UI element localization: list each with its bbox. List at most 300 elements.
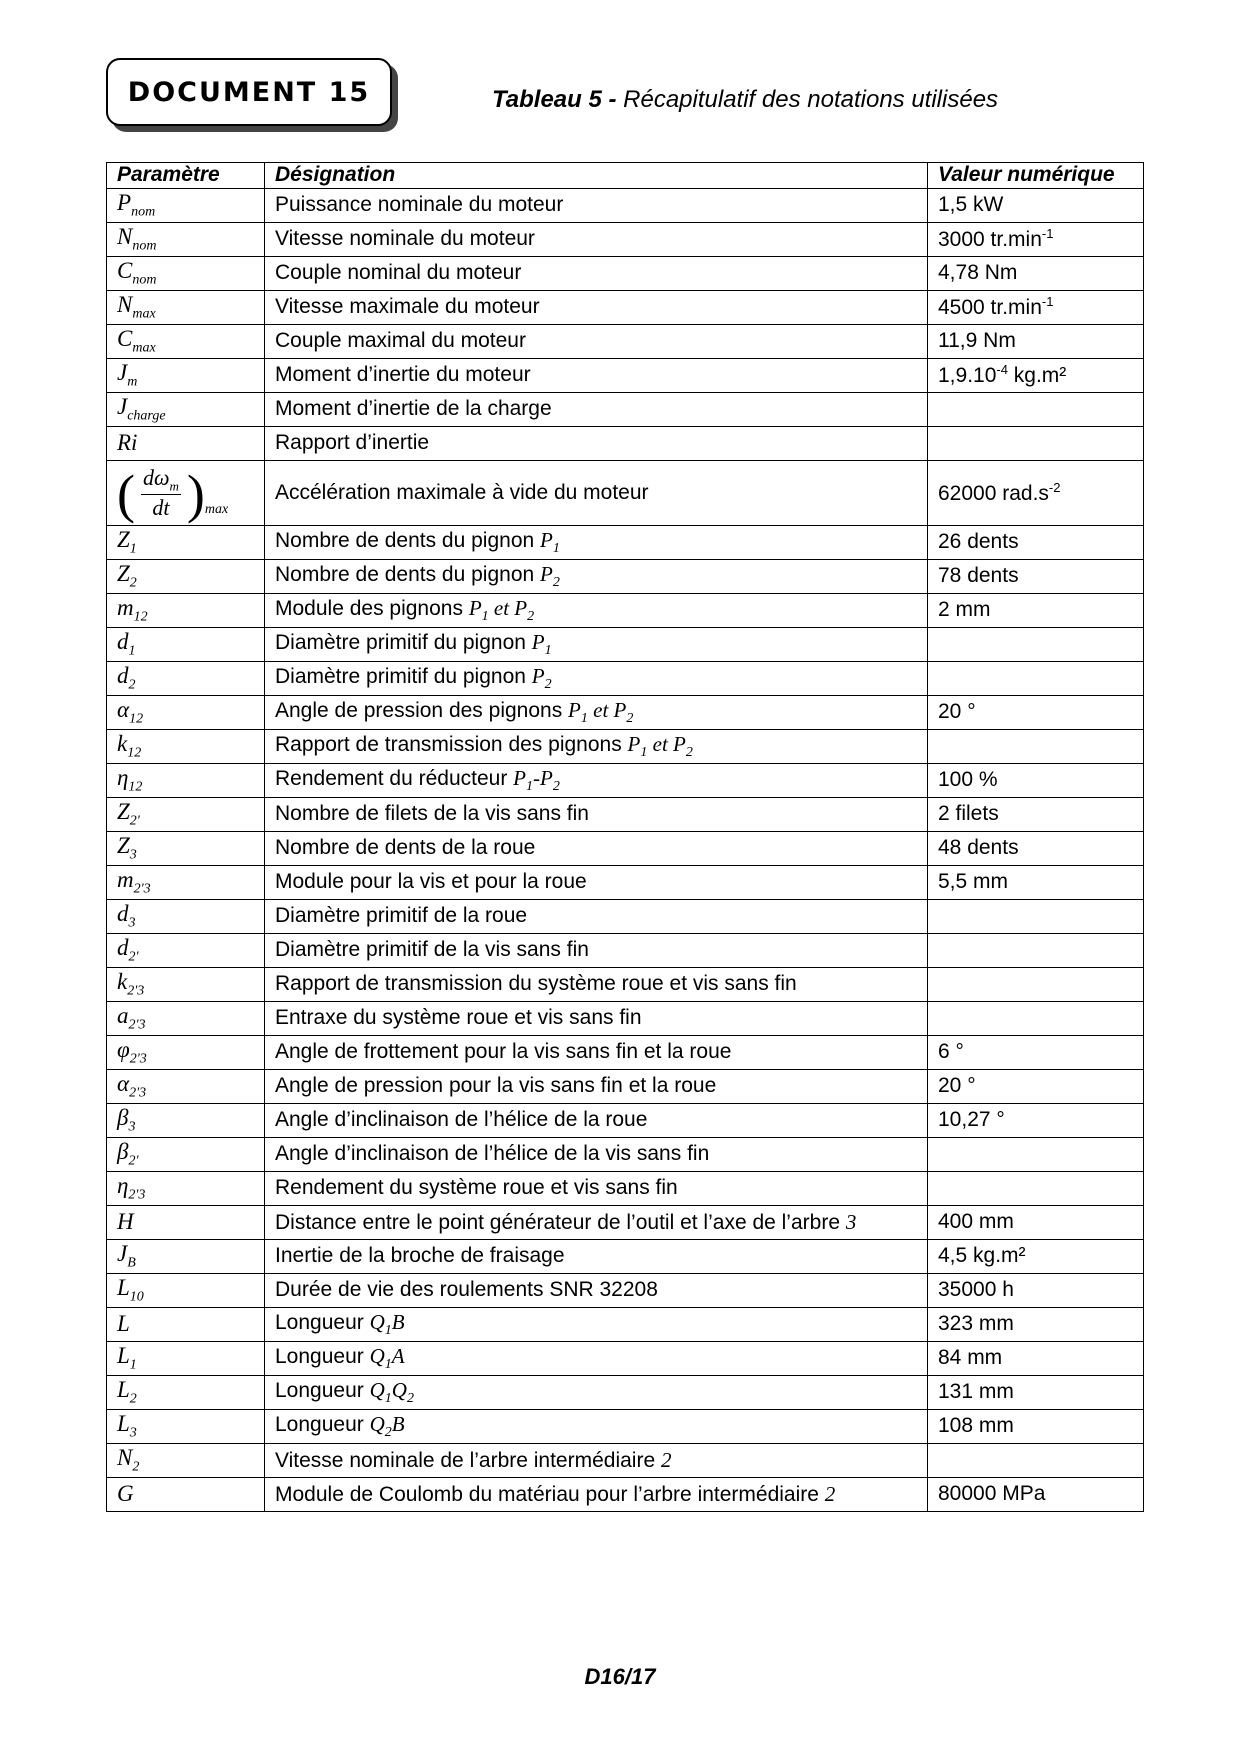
designation-cell [265,1240,928,1274]
value-cell [928,696,1144,730]
parameter-cell [107,1376,265,1410]
table-row [107,1104,1144,1138]
table-row [107,866,1144,900]
value-text: 10,27 ° [938,1108,1005,1132]
math-var: P [568,697,581,722]
designation-text: Nombre de dents du pignon [275,562,535,586]
math-var-2: A [391,1343,405,1368]
value-cell [928,1172,1144,1206]
inline-math [369,1343,405,1372]
designation-cell [265,223,928,257]
designation-text: Rapport de transmission du système roue et vis sans fin [275,972,797,996]
symbol-subscript: max [132,340,156,356]
math-subscript-2: 2 [527,608,535,624]
table-row [107,1172,1144,1206]
table-row [107,764,1144,798]
math-subscript: 1 [384,1322,392,1338]
symbol-letter: β [117,1104,129,1130]
value-cell [928,1342,1144,1376]
parameter-cell [107,257,265,291]
value-unit: kg.m² [1007,364,1067,388]
symbol-subscript: 2 [128,677,136,693]
table-row [107,1478,1144,1512]
math-subscript: 1 [580,710,588,726]
designation-cell [265,696,928,730]
designation-cell [265,594,928,628]
symbol-subscript: 2 [132,1459,140,1475]
parameter-cell [107,223,265,257]
math-var: P [627,731,641,756]
value-text: 131 mm [938,1380,1014,1404]
value-text: 4500 tr.min [938,296,1042,320]
designation-cell [265,1478,928,1512]
math-var: P [513,765,526,790]
table-row [107,1138,1144,1172]
value-cell [928,1478,1144,1512]
table-row [107,461,1144,526]
table-row [107,1376,1144,1410]
document-badge-label: DOCUMENT 15 [127,76,371,108]
designation-text: Angle d’inclinaison de l’hélice de la roue [275,1108,648,1132]
designation-cell [265,764,928,798]
table-row [107,696,1144,730]
designation-text: Diamètre primitif de la vis sans fin [275,938,589,962]
parameter-cell [107,1138,265,1172]
derivative-symbol [117,464,229,525]
parameter-symbol [117,730,142,761]
caption-text: Récapitulatif des notations utilisées [623,86,999,113]
notations-table [106,162,1144,1512]
parameter-cell [107,560,265,594]
table-row [107,560,1144,594]
parameter-symbol [117,1172,146,1203]
symbol-subscript: 10 [129,1289,144,1305]
parameter-symbol [117,628,136,659]
symbol-letter: d [117,900,129,926]
math-conjunction: et [493,595,510,620]
table-row [107,1070,1144,1104]
inline-math [468,595,535,624]
math-var-2: Q [391,1377,407,1402]
math-var: Q [369,1343,385,1368]
value-cell [928,594,1144,628]
symbol-subscript: 12 [133,609,148,625]
parameter-symbol [117,900,136,931]
fraction [141,465,181,522]
math-subscript: 1 [552,540,560,556]
symbol-letter: N [117,223,133,249]
parameter-cell [107,866,265,900]
parameter-cell [107,1070,265,1104]
value-cell [928,291,1144,325]
symbol-subscript: nom [132,272,157,288]
designation-text: Moment d’inertie de la charge [275,397,552,421]
value-cell [928,730,1144,764]
inline-math [531,663,552,692]
math-var: 2 [824,1481,836,1506]
math-subscript-2: 2 [406,1390,414,1406]
math-var-2: P [514,595,528,620]
designation-cell [265,1138,928,1172]
value-cell [928,393,1144,427]
value-cell [928,427,1144,461]
designation-cell [265,427,928,461]
designation-text: Durée de vie des roulements SNR 32208 [275,1278,658,1302]
parameter-cell [107,1478,265,1512]
symbol-subscript: nom [131,204,156,220]
symbol-subscript: 2'3 [128,1017,146,1033]
symbol-subscript: 1 [129,1357,137,1373]
inline-math [540,561,560,590]
symbol-letter: Ri [117,430,138,456]
symbol-letter: α [117,1070,130,1096]
math-var: P [540,561,553,586]
math-var-2: B [391,1309,405,1334]
inline-math [369,1309,405,1338]
parameter-symbol [117,560,137,591]
parameter-symbol [117,526,137,557]
table-row [107,1308,1144,1342]
symbol-letter: m [117,866,134,892]
value-cell [928,325,1144,359]
math-subscript-2: 2 [685,744,693,760]
symbol-letter: L [117,1311,130,1337]
parameter-symbol [117,359,138,390]
parameter-symbol [117,1104,136,1135]
symbol-subscript: 2'3 [129,1085,147,1101]
designation-text: Angle de pression des pignons [275,698,563,722]
math-subscript-2: 2 [552,778,560,794]
value-cell [928,257,1144,291]
parameter-cell [107,427,265,461]
designation-cell [265,560,928,594]
symbol-subscript: 2'3 [128,1187,146,1203]
parameter-symbol [117,594,148,625]
parameter-symbol [117,1342,137,1373]
symbol-letter: m [117,594,134,620]
value-cell [928,764,1144,798]
value-text: 6 ° [938,1040,964,1064]
designation-cell [265,257,928,291]
designation-cell [265,866,928,900]
symbol-subscript: B [127,1255,136,1271]
parameter-cell [107,393,265,427]
inline-math [825,1482,836,1506]
table-row [107,526,1144,560]
symbol-letter: Z [117,560,130,586]
designation-text: Moment d’inertie du moteur [275,363,531,387]
designation-cell [265,1376,928,1410]
value-text: 1,9.10 [938,364,997,388]
value-text: 323 mm [938,1312,1014,1336]
value-text: 80000 MPa [938,1482,1046,1506]
table-row [107,359,1144,393]
table-caption [492,86,998,114]
inline-math [540,527,560,556]
value-text: 20 ° [938,1074,976,1098]
fraction-denominator: dt [152,494,170,520]
designation-cell [265,1070,928,1104]
symbol-subscript: 12 [128,779,143,795]
designation-text: Rendement du système roue et vis sans fin [275,1176,678,1200]
table-row [107,1002,1144,1036]
symbol-letter: k [117,730,128,756]
symbol-letter: Z [117,526,130,552]
parameter-symbol [117,1410,137,1441]
math-operator: - [532,765,540,790]
symbol-subscript: 2' [128,949,139,965]
value-text: 62000 rad.s [938,481,1049,505]
symbol-letter: a [117,1002,129,1028]
table-row [107,1274,1144,1308]
symbol-subscript: 3 [129,1425,137,1441]
designation-text: Couple nominal du moteur [275,261,522,285]
parameter-symbol [117,1481,134,1506]
table-row [107,1444,1144,1478]
parameter-symbol [117,968,145,999]
right-paren: ) [186,464,205,525]
designation-text: Entraxe du système roue et vis sans fin [275,1006,642,1030]
parameter-cell [107,968,265,1002]
parameter-cell [107,461,265,526]
parameter-symbol [117,189,156,220]
math-subscript: 1 [384,1390,392,1406]
symbol-subscript: 2'3 [129,1051,147,1067]
symbol-letter: J [117,393,128,419]
parameter-symbol [117,223,157,254]
parameter-symbol [117,1444,140,1475]
math-var-2: P [673,731,686,756]
math-var: Q [369,1377,385,1402]
designation-cell [265,900,928,934]
table-header-row [107,163,1144,189]
symbol-letter: J [117,1240,128,1266]
designation-text: Longueur [275,1378,364,1402]
parameter-symbol [117,1002,146,1033]
inline-math [846,1210,857,1234]
math-subscript: 1 [481,608,489,624]
table-row [107,968,1144,1002]
value-text: 84 mm [938,1346,1003,1370]
designation-cell [265,1410,928,1444]
symbol-subscript: 12 [127,745,142,761]
value-cell [928,1274,1144,1308]
symbol-letter: φ [117,1036,130,1062]
parameter-symbol [117,1036,147,1067]
value-cell [928,461,1144,526]
parameter-cell [107,832,265,866]
inline-math [627,731,693,760]
table-row [107,393,1144,427]
value-cell [928,1206,1144,1240]
parameter-cell [107,934,265,968]
value-cell [928,1138,1144,1172]
numerator-text: dω [142,464,170,490]
symbol-subscript: m [127,374,138,390]
table-row [107,189,1144,223]
designation-cell [265,393,928,427]
parameter-cell [107,900,265,934]
symbol-subscript: 1 [129,541,137,557]
parameter-symbol [117,866,151,897]
table-row [107,594,1144,628]
table-row [107,900,1144,934]
value-cell [928,1070,1144,1104]
value-cell [928,832,1144,866]
symbol-subscript: 3 [128,1119,136,1135]
inline-math [513,765,560,794]
value-exponent: -4 [996,362,1008,378]
table-row [107,223,1144,257]
parameter-cell [107,1342,265,1376]
parameter-cell [107,189,265,223]
designation-cell [265,291,928,325]
math-var-2: P [539,765,553,790]
symbol-letter: J [117,359,128,385]
math-var: P [468,595,482,620]
value-cell [928,968,1144,1002]
table-row [107,1410,1144,1444]
symbol-letter: L [117,1410,130,1436]
math-subscript: 2 [552,574,560,590]
value-text: 3000 tr.min [938,228,1042,252]
page-number: D16/17 [584,1664,656,1689]
math-subscript: 1 [384,1356,392,1372]
designation-text: Vitesse maximale du moteur [275,295,540,319]
parameter-cell [107,1002,265,1036]
designation-text: Accélération maximale à vide du moteur [275,480,649,504]
parameter-cell [107,662,265,696]
symbol-letter: P [117,189,132,215]
table-row [107,1206,1144,1240]
designation-cell [265,798,928,832]
math-subscript: 2 [384,1424,392,1440]
designation-text: Longueur [275,1412,364,1436]
table-row [107,934,1144,968]
symbol-subscript: nom [132,238,157,254]
table-row [107,427,1144,461]
designation-cell [265,1206,928,1240]
parameter-symbol [117,393,166,424]
designation-text: Rapport d’inertie [275,431,430,455]
value-text: 78 dents [938,564,1019,588]
designation-cell [265,325,928,359]
symbol-letter: C [117,325,133,351]
symbol-subscript: 2' [129,813,140,829]
designation-cell [265,1104,928,1138]
value-cell [928,1308,1144,1342]
value-text: 26 dents [938,530,1019,554]
parameter-cell [107,628,265,662]
value-text: 20 ° [938,700,976,724]
designation-text: Module pour la vis et pour la roue [275,870,587,894]
designation-cell [265,1036,928,1070]
value-cell [928,662,1144,696]
parameter-symbol [117,1240,136,1271]
math-var: 2 [661,1447,672,1472]
designation-text: Distance entre le point générateur de l’outil et l’axe de l’arbre [275,1210,841,1234]
symbol-letter: Z [117,832,130,858]
table-row [107,798,1144,832]
symbol-letter: H [117,1209,134,1235]
designation-cell [265,832,928,866]
parameter-symbol [117,934,139,965]
parameter-cell [107,1308,265,1342]
value-cell [928,934,1144,968]
math-var: 3 [845,1209,857,1234]
math-var-2: B [391,1411,405,1436]
parameter-cell [107,730,265,764]
designation-text: Module de Coulomb du matériau pour l’arbre intermédiaire [275,1482,819,1506]
designation-text: Inertie de la broche de fraisage [275,1244,565,1268]
math-conjunction: et [652,731,668,756]
parameter-symbol [117,325,156,356]
symbol-subscript: 3 [129,847,137,863]
parameter-cell [107,526,265,560]
value-text: 4,5 kg.m² [938,1244,1026,1268]
value-cell [928,526,1144,560]
designation-cell [265,968,928,1002]
symbol-letter: α [117,696,130,722]
parameter-symbol [117,291,156,322]
designation-cell [265,189,928,223]
math-subscript: 1 [525,778,533,794]
inline-math [661,1448,672,1472]
value-cell [928,1002,1144,1036]
document-badge [106,58,392,126]
value-text: 5,5 mm [938,870,1009,894]
designation-cell [265,934,928,968]
symbol-letter: L [117,1274,130,1300]
symbol-letter: k [117,968,128,994]
parameter-symbol [117,1070,147,1101]
value-exponent: -1 [1041,226,1054,242]
parameter-cell [107,1410,265,1444]
math-var: P [540,527,553,552]
symbol-letter: d [117,628,129,654]
symbol-subscript: max [132,306,156,322]
parameter-cell [107,325,265,359]
value-text: 108 mm [938,1414,1014,1438]
parameter-symbol [117,696,144,727]
math-subscript-2: 2 [626,710,634,726]
value-text: 48 dents [938,836,1019,860]
parameter-cell [107,359,265,393]
math-var: P [531,663,545,688]
symbol-subscript: 2 [129,1391,137,1407]
symbol-subscript: 2 [129,575,137,591]
inline-math [369,1377,414,1406]
table-row [107,257,1144,291]
math-var: Q [369,1411,385,1436]
value-cell [928,189,1144,223]
designation-cell [265,1444,928,1478]
designation-text: Module des pignons [275,596,463,620]
parameter-symbol [117,430,137,455]
column-header-value: Valeur numérique [928,163,1144,189]
value-text: 400 mm [938,1210,1014,1234]
symbol-subscript: 2'3 [133,881,151,897]
parameter-symbol [117,1311,130,1336]
table-body [107,189,1144,1512]
designation-cell [265,1274,928,1308]
designation-cell [265,662,928,696]
designation-cell [265,1342,928,1376]
symbol-letter: d [117,934,129,960]
symbol-subscript: 2'3 [127,983,145,999]
designation-text: Nombre de filets de la vis sans fin [275,802,589,826]
value-cell [928,1240,1144,1274]
